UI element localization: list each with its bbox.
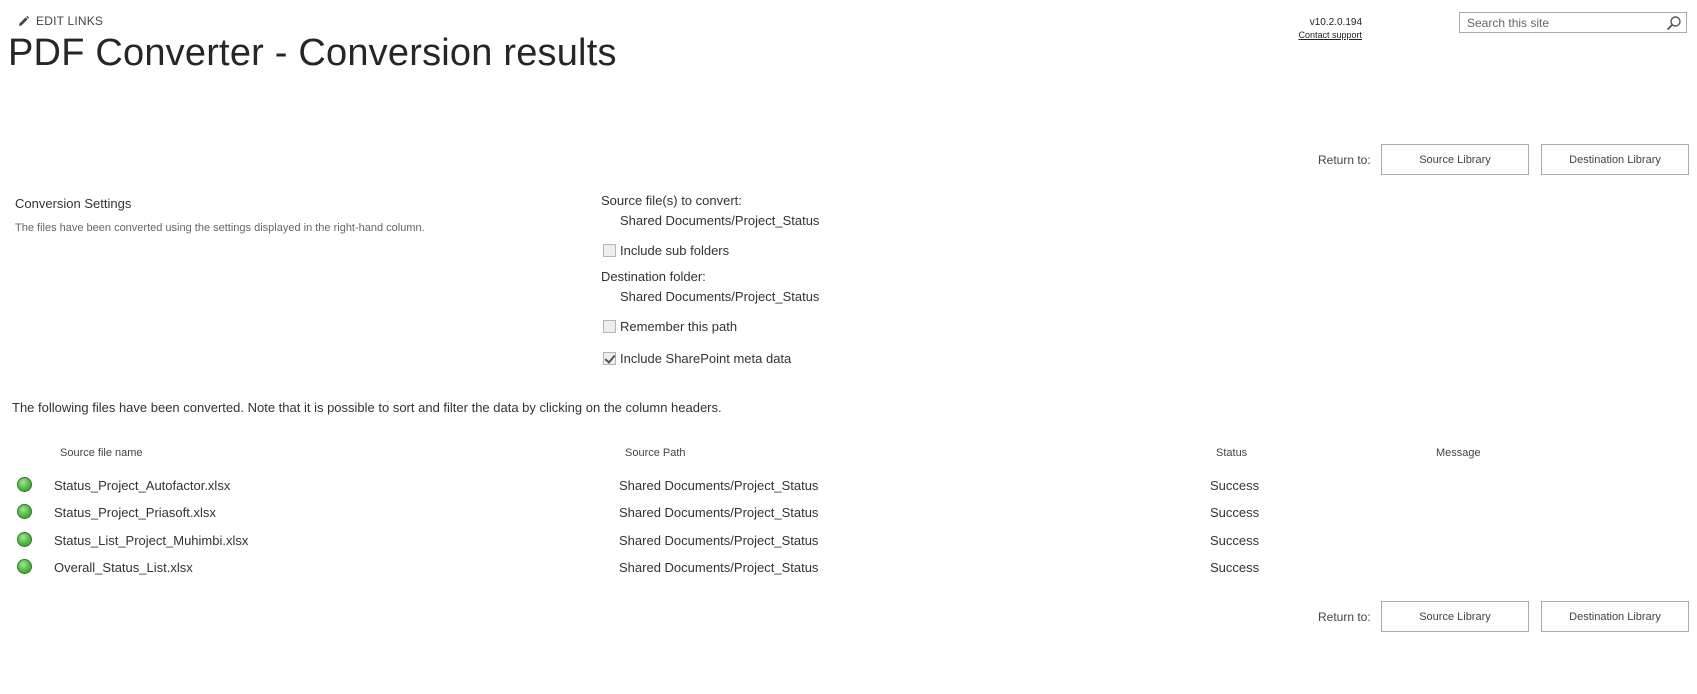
file-name-cell: Status_Project_Autofactor.xlsx (54, 478, 231, 493)
status-cell: Success (1210, 478, 1260, 493)
settings-description: The files have been converted using the settings displayed in the right-hand column. (15, 222, 425, 234)
destination-folder-label: Destination folder: (601, 269, 706, 284)
success-status-icon (17, 559, 32, 574)
include-subfolders-checkbox[interactable] (603, 244, 616, 257)
file-name-cell: Status_Project_Priasoft.xlsx (54, 505, 216, 520)
success-status-icon (17, 532, 32, 547)
source-path-cell: Shared Documents/Project_Status (619, 560, 819, 575)
file-name-cell: Overall_Status_List.xlsx (54, 560, 193, 575)
version-number: v10.2.0.194 (1309, 17, 1362, 28)
converted-message: The following files have been converted. Note that it is possible to sort and filter the data by clicking on the column headers. (12, 400, 722, 415)
remember-path-checkbox[interactable] (603, 320, 616, 333)
include-metadata-row (603, 351, 791, 366)
pencil-icon (18, 16, 29, 27)
contact-support-link[interactable]: Contact support (1298, 30, 1362, 40)
column-header-file-name[interactable]: Source file name (60, 447, 143, 459)
version-info (1240, 16, 1362, 41)
table-row (0, 531, 1697, 558)
table-row (0, 503, 1697, 530)
status-cell: Success (1210, 533, 1260, 548)
success-status-icon (17, 477, 32, 492)
search-input[interactable] (1465, 15, 1659, 31)
destination-folder-value: Shared Documents/Project_Status (620, 289, 820, 304)
edit-links-button[interactable] (18, 14, 103, 28)
search-icon[interactable] (1666, 15, 1682, 31)
return-bar-bottom (1318, 601, 1689, 632)
edit-links-label: EDIT LINKS (36, 14, 104, 28)
remember-path-label: Remember this path (620, 319, 738, 334)
table-row (0, 558, 1697, 585)
destination-library-button[interactable]: Destination Library (1541, 144, 1689, 175)
include-metadata-label: Include SharePoint meta data (620, 351, 792, 366)
source-library-button[interactable]: Source Library (1381, 144, 1529, 175)
source-path-cell: Shared Documents/Project_Status (619, 533, 819, 548)
table-row (0, 476, 1697, 503)
return-bar-top (1318, 144, 1689, 175)
destination-library-button[interactable]: Destination Library (1541, 601, 1689, 632)
status-cell: Success (1210, 560, 1260, 575)
return-to-label: Return to: (1318, 609, 1371, 624)
return-to-label: Return to: (1318, 152, 1371, 167)
success-status-icon (17, 504, 32, 519)
source-files-value: Shared Documents/Project_Status (620, 213, 820, 228)
file-name-cell: Status_List_Project_Muhimbi.xlsx (54, 533, 249, 548)
column-header-source-path[interactable]: Source Path (625, 447, 686, 459)
source-files-label: Source file(s) to convert: (601, 193, 742, 208)
source-library-button[interactable]: Source Library (1381, 601, 1529, 632)
column-header-message[interactable]: Message (1436, 447, 1481, 459)
settings-title: Conversion Settings (15, 196, 132, 211)
page-title: PDF Converter - Conversion results (8, 32, 617, 74)
source-path-cell: Shared Documents/Project_Status (619, 505, 819, 520)
source-path-cell: Shared Documents/Project_Status (619, 478, 819, 493)
include-subfolders-label: Include sub folders (620, 243, 730, 258)
include-subfolders-row (603, 243, 729, 258)
remember-path-row (603, 319, 737, 334)
status-cell: Success (1210, 505, 1260, 520)
search-box (1459, 12, 1687, 33)
include-metadata-checkbox[interactable] (603, 352, 616, 365)
column-header-status[interactable]: Status (1216, 447, 1248, 459)
